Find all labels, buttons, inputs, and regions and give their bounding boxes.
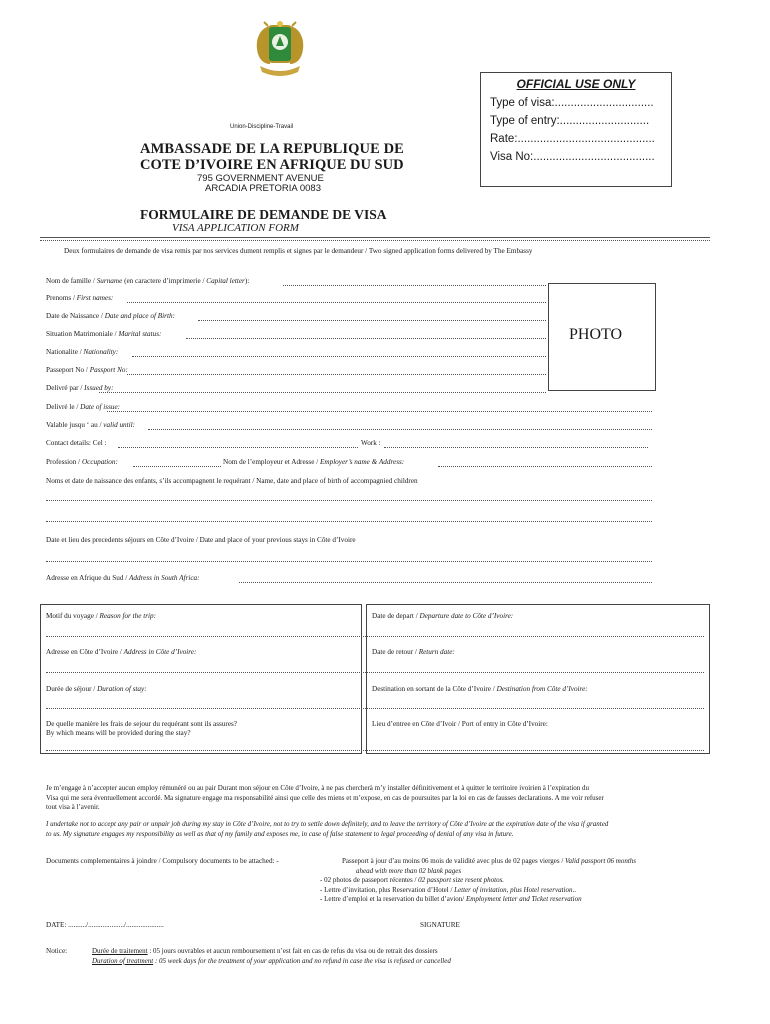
document-item-employment: - Lettre d’emploi et la reservation du billet d’avion/ Employment letter and Ticket reservation xyxy=(320,895,582,903)
embassy-name-line2: COTE D’IVOIRE EN AFRIQUE DU SUD xyxy=(140,157,404,173)
sa-address-input[interactable] xyxy=(239,582,652,583)
document-item-photos: - 02 photos de passeport récentes / 02 passport size resent photos. xyxy=(320,876,505,884)
document-item-invitation: - Lettre d’invitation, plus Reservation d’Hotel / Letter of invitation, plus Hotel reservation.. xyxy=(320,885,576,894)
marital-status-label: Situation Matrimoniale / Marital status: xyxy=(46,330,162,338)
profession-input[interactable] xyxy=(133,466,221,467)
photo-label: PHOTO xyxy=(569,326,623,343)
ci-address-return-input[interactable] xyxy=(46,672,704,673)
departure-label: Date de depart / Departure date to Côte d’Ivoire: xyxy=(372,612,514,620)
children-label: Noms et date de naissance des enfants, s’ils accompagnent le requérant / Name, date and place of birth of accompagnied children xyxy=(46,477,418,485)
declaration-fr: Je m’engage à n’accepter aucun employ rémunéré ou au pair Durant mon séjour en Côte d’Ivoire, à ne pas chercherà m’y installer définitivement et à quitter le territoire ivoirien à l’expiration du Visa qui me sera éventuellement accordé. Ma signature engage ma responsabilité ainsi que celle des miens et m’expose, en cas de poursuites par la loi en cas de fausses declarations. A me voir refuser tout visa à l’avenir. xyxy=(46,784,604,811)
visa-no-field[interactable]: Visa No:...................................... xyxy=(490,151,655,163)
issue-date-label: Delivré le / Date of issue: xyxy=(46,403,121,411)
profession-label: Profession / Occupation: xyxy=(46,458,118,466)
declaration-en: I undertake not to accept any pair or unpair job during my stay in Côte d’Ivoire, not to try to settle down definitely, and to leave the territory of Côte d’Ivoire at the expiration date of the visa if granted to us. My signature engages my responsibility as well as that of my family and exposes me, in case of false statement to legal proceeding of denial of any visa in future. xyxy=(46,820,609,838)
employer-label: Nom de l’employeur et Adresse / Employer’s name & Address: xyxy=(223,458,405,466)
return-date-label: Date de retour / Return date: xyxy=(372,648,455,656)
address-line1: 795 GOVERNMENT AVENUE xyxy=(197,173,324,184)
expenses-entry-input[interactable] xyxy=(46,750,704,751)
first-names-input[interactable] xyxy=(127,302,546,303)
nationality-input[interactable] xyxy=(132,356,546,357)
children-input-line1[interactable] xyxy=(46,500,652,501)
issued-by-label: Delivré par / Issued by: xyxy=(46,384,114,392)
date-field[interactable]: DATE: ........../..................../..................... xyxy=(46,921,164,929)
employer-input[interactable] xyxy=(438,466,652,467)
previous-stays-input[interactable] xyxy=(46,561,652,562)
motto: Union-Discipline-Travail xyxy=(230,124,294,130)
divider-dotted xyxy=(40,240,710,241)
passport-no-label: Passeport No / Passport No: xyxy=(46,366,128,374)
marital-status-input[interactable] xyxy=(186,338,546,339)
notice-text: Durée de traitement : 05 jours ouvrables et aucun remboursement n’est fait en cas de refus du visa ou de retrait des dossiers Duration of treatment : 05 week days for the treatment of your application and no refund in case the visa is refused or cancelled xyxy=(92,947,451,965)
form-subtitle: VISA APPLICATION FORM xyxy=(172,222,299,234)
duration-label: Durée de séjour / Duration of stay: xyxy=(46,685,147,693)
previous-stays-label: Date et lieu des precedents séjours en Côte d’Ivoire / Date and place of your previous stays in Côte d’Ivoire xyxy=(46,536,356,544)
type-of-visa-field[interactable]: Type of visa:............................... xyxy=(490,97,654,109)
rate-field[interactable]: Rate:........................................... xyxy=(490,133,655,145)
duration-destination-input[interactable] xyxy=(46,708,704,709)
surname-input[interactable] xyxy=(283,285,546,286)
work-label: Work : xyxy=(361,439,381,447)
work-input[interactable] xyxy=(384,447,648,448)
sa-address-label: Adresse en Afrique du Sud / Address in South Africa: xyxy=(46,574,200,582)
nationality-label: Nationalite / Nationality: xyxy=(46,348,119,356)
surname-label: Nom de famille / Surname (en caractere d’imprimerie / Capital letter): xyxy=(46,277,250,285)
passport-no-input[interactable] xyxy=(127,374,546,375)
address-line2: ARCADIA PRETORIA 0083 xyxy=(205,183,321,194)
first-names-label: Prenoms / First names: xyxy=(46,294,114,302)
valid-until-label: Valable jusqu ‘ au / valid until: xyxy=(46,421,136,429)
destination-label: Destination en sortant de la Côte d’Ivoire / Destination from Côte d’Ivoire: xyxy=(372,685,588,693)
official-use-title: OFFICIAL USE ONLY xyxy=(516,77,636,91)
documents-list: Passeport à jour d’au moins 06 mois de validité avec plus de 02 pages vierges / Valid passport 06 months ahead with more than 02 blank pages - 02 photos de passeport récentes / 02 passport size resent photos. - Lettre d’invitation, plus Reservation d’Hotel / Letter of invitation, plus Hotel reservation.. - Lettre d’emploi et la reservation du billet d’avion/ Employment letter and Ticket reservation xyxy=(320,857,637,903)
document-item-passport: Passeport à jour d’au moins 06 mois de validité avec plus de 02 pages vierges / Valid passport 06 months xyxy=(342,857,637,865)
issued-by-input[interactable] xyxy=(99,392,546,393)
photo-box xyxy=(548,283,656,391)
reason-departure-input[interactable] xyxy=(46,636,704,637)
signature-label: SIGNATURE xyxy=(420,921,460,929)
reason-label: Motif du voyage / Reason for the trip: xyxy=(46,612,156,620)
intro-text: Deux formulaires de demande de visa remis par nos services dument remplis et signes par le demandeur / Two signed application forms delivered by The Embassy xyxy=(64,247,533,255)
divider-top xyxy=(40,237,710,238)
coat-of-arms-emblem xyxy=(250,18,310,80)
expenses-label-en: By which means will be provided during the stay? xyxy=(46,729,191,737)
documents-label: Documents complementaires à joindre / Compulsory documents to be attached: - xyxy=(46,857,279,865)
expenses-label-fr: De quelle manière les frais de sejour du requérant sont ils assures? xyxy=(46,720,238,728)
official-use-box xyxy=(480,72,672,187)
dob-input[interactable] xyxy=(198,320,546,321)
type-of-entry-field[interactable]: Type of entry:............................ xyxy=(490,115,650,127)
entry-port-label: Lieu d’entree en Côte d’Ivoir / Port of entry in Côte d’Ivoire: xyxy=(372,720,548,728)
ci-address-label: Adresse en Côte d’Ivoire / Address in Côte d’Ivoire: xyxy=(46,648,197,656)
cell-input[interactable] xyxy=(118,447,358,448)
travel-right-box xyxy=(366,604,710,754)
embassy-name-line1: AMBASSADE DE LA REPUBLIQUE DE xyxy=(140,141,404,157)
form-title: FORMULAIRE DE DEMANDE DE VISA xyxy=(140,207,387,222)
issue-date-input[interactable] xyxy=(107,411,652,412)
contact-label: Contact details: Cel : xyxy=(46,439,107,447)
children-input-line2[interactable] xyxy=(46,521,652,522)
valid-until-input[interactable] xyxy=(148,429,652,430)
notice-label: Notice: xyxy=(46,947,68,955)
dob-label: Date de Naissance / Date and place of Birth: xyxy=(46,312,175,320)
